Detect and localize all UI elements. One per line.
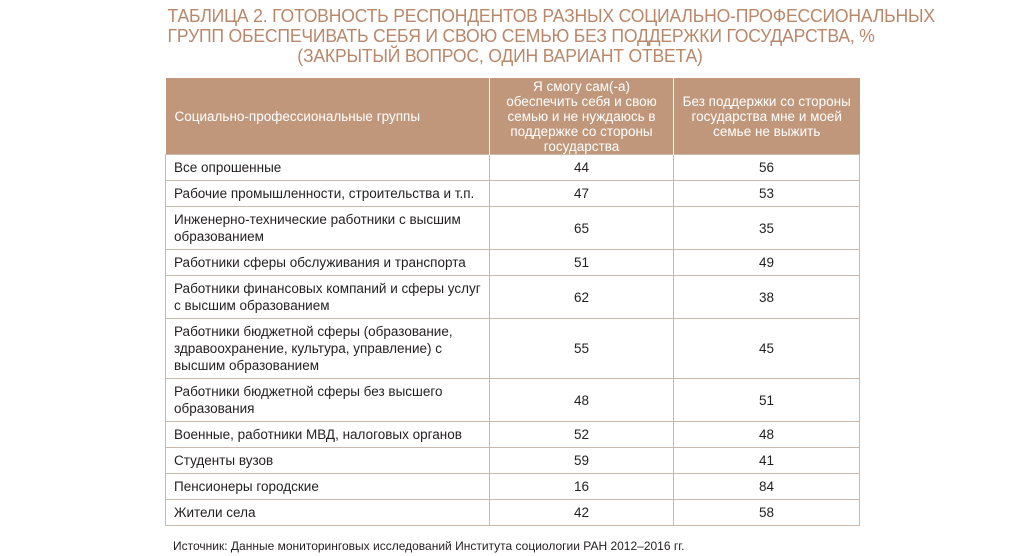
row-self-value: 55	[490, 319, 674, 379]
header-self-sufficient: Я смогу сам(-а) обеспечить себя и свою семью и не нуждаюсь в поддержке со стороны государства	[490, 78, 674, 155]
table-row	[166, 181, 860, 207]
row-self-value: 59	[490, 448, 674, 474]
table-title-line-2: ГРУПП ОБЕСПЕЧИВАТЬ СЕБЯ И СВОЮ СЕМЬЮ БЕЗ ПОДДЕРЖКИ ГОСУДАРСТВА, %	[167, 25, 875, 46]
row-self-value: 65	[490, 207, 674, 250]
row-group-label: Инженерно-технические работники с высшим образованием	[166, 207, 490, 250]
row-support-value: 56	[674, 155, 860, 181]
row-support-value: 58	[674, 500, 860, 526]
row-support-value: 35	[674, 207, 860, 250]
table-row	[166, 448, 860, 474]
row-support-value: 51	[674, 379, 860, 422]
row-support-value: 49	[674, 250, 860, 276]
table-title-line-1: ТАБЛИЦА 2. ГОТОВНОСТЬ РЕСПОНДЕНТОВ РАЗНЫХ СОЦИАЛЬНО-ПРОФЕССИОНАЛЬНЫХ	[167, 5, 935, 26]
row-self-value: 44	[490, 155, 674, 181]
row-self-value: 47	[490, 181, 674, 207]
row-support-value: 84	[674, 474, 860, 500]
table-row	[166, 474, 860, 500]
table-row	[166, 207, 860, 250]
row-group-label: Студенты вузов	[166, 448, 490, 474]
row-self-value: 62	[490, 276, 674, 319]
row-support-value: 45	[674, 319, 860, 379]
row-group-label: Работники сферы обслуживания и транспорта	[166, 250, 490, 276]
table-row	[166, 276, 860, 319]
source-note: Источник: Данные мониторинговых исследований Института социологии РАН 2012–2016 гг.	[173, 539, 685, 553]
row-self-value: 52	[490, 422, 674, 448]
table-row	[166, 500, 860, 526]
row-group-label: Военные, работники МВД, налоговых органов	[166, 422, 490, 448]
row-group-label: Работники бюджетной сферы (образование, здравоохранение, культура, управление) с высшим образованием	[166, 319, 490, 379]
row-group-label: Рабочие промышленности, строительства и т.п.	[166, 181, 490, 207]
data-table-container	[165, 78, 859, 526]
row-self-value: 51	[490, 250, 674, 276]
table-title-line-3: (ЗАКРЫТЫЙ ВОПРОС, ОДИН ВАРИАНТ ОТВЕТА)	[297, 45, 703, 66]
row-self-value: 42	[490, 500, 674, 526]
row-support-value: 38	[674, 276, 860, 319]
table-header-row	[166, 78, 860, 155]
table-row	[166, 155, 860, 181]
row-group-label: Все опрошенные	[166, 155, 490, 181]
row-group-label: Работники бюджетной сферы без высшего образования	[166, 379, 490, 422]
row-support-value: 53	[674, 181, 860, 207]
row-group-label: Работники финансовых компаний и сферы услуг с высшим образованием	[166, 276, 490, 319]
table-row	[166, 319, 860, 379]
table-row	[166, 379, 860, 422]
row-group-label: Пенсионеры городские	[166, 474, 490, 500]
row-self-value: 16	[490, 474, 674, 500]
header-groups: Социально-профессиональные группы	[166, 78, 490, 155]
row-self-value: 48	[490, 379, 674, 422]
table-row	[166, 422, 860, 448]
table-title	[167, 5, 935, 66]
row-group-label: Жители села	[166, 500, 490, 526]
data-table	[165, 78, 860, 526]
row-support-value: 41	[674, 448, 860, 474]
table-row	[166, 250, 860, 276]
header-need-support: Без поддержки со стороны государства мне и моей семье не выжить	[674, 78, 860, 155]
row-support-value: 48	[674, 422, 860, 448]
